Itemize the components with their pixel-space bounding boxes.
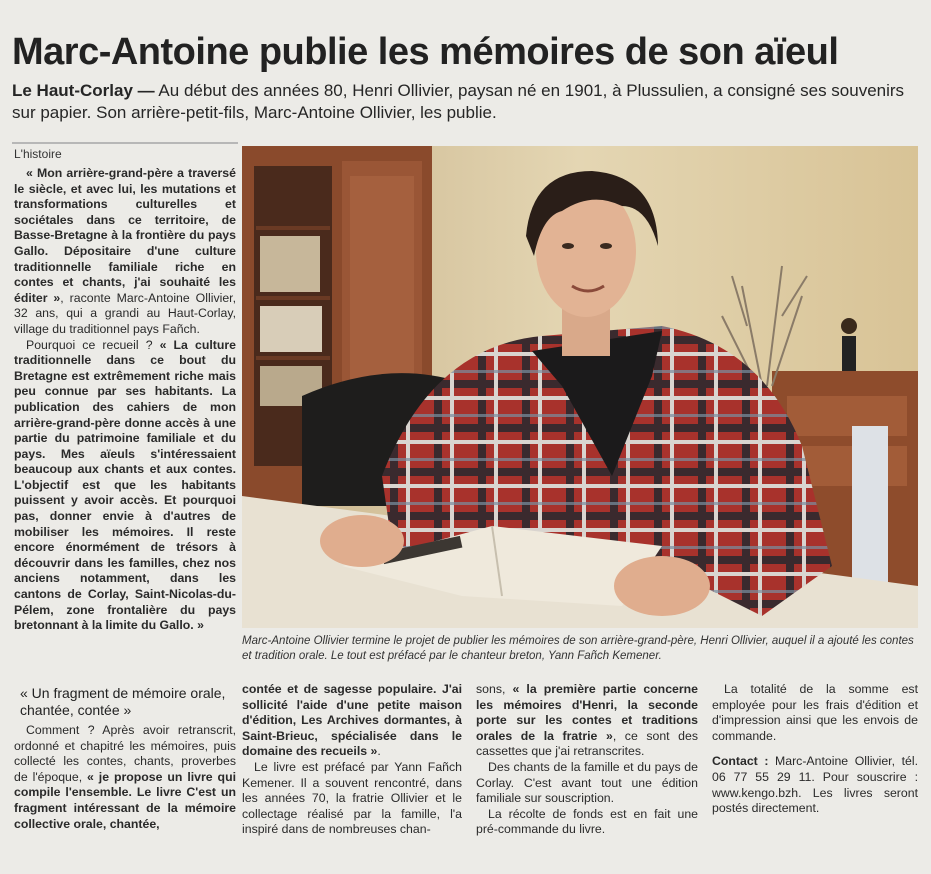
paragraph — [14, 166, 236, 338]
text: . — [377, 744, 381, 759]
quote-bold: « la première partie concerne les mémoires d'Henri, la seconde porte sur les contes et traditions orales de la fratrie » — [476, 682, 698, 743]
chapeau-location: Le Haut-Corlay — — [12, 81, 155, 100]
contact-text: Marc-Antoine Ollivier, tél. 06 77 55 29 11. Pour souscrire : www.kengo.bzh. Les livres seront postés directement. — [712, 754, 918, 816]
contact-paragraph — [712, 754, 918, 816]
section-label: L'histoire — [14, 147, 62, 161]
quote-bold: « La culture traditionnelle dans ce bout du Bretagne est extrêmement riche mais peu connue par ses habitants. La publication des cahiers de mon arrière-grand-père donne accès à une partie du patrimoine familiale et du pays. Mes aïeuls s'intéressaient beaucoup aux chants et aux contes. L'objectif est que les habitants puissent y avoir accès. Et pourquoi pas, donner envie à d'autres de mobiliser les mémoires. Il reste encore énormément de trésors à découvrir dans les familles, chez nos anciens notamment, dans les cantons de Corlay, Saint-Nicolas-du-Pélem, zone frontalière du pays bretonnant à la limite du Gallo. » — [14, 337, 236, 633]
column-2 — [242, 682, 462, 852]
text: , raconte Marc-Antoine Ollivier, 32 ans, qui a grandi au Haut-Corlay, village du traditionnel pays Fañch. — [14, 290, 236, 336]
quote-bold: contée et de sagesse populaire. J'ai sollicité l'aide d'une petite maison d'édition, Les Archives dormantes, à Saint-Brieuc, spécialisée dans le domaine des recueils » — [242, 682, 462, 759]
text: , ce sont des cassettes que j'ai retranscrites. — [476, 728, 698, 759]
paragraph: Le livre est préfacé par Yann Fañch Kemener. Il a souvent rencontré, dans les années 70, la fratrie Ollivier et le collectage réalisé par la famille, l'a inspiré dans de nombreuses chan- — [242, 759, 462, 837]
text: Pourquoi ce recueil ? — [26, 337, 160, 352]
paragraph — [14, 338, 236, 634]
paragraph — [242, 682, 462, 760]
headline: Marc-Antoine publie les mémoires de son aïeul — [12, 31, 839, 73]
chapeau-text: Au début des années 80, Henri Ollivier, paysan né en 1901, à Plussulien, a consigné ses souvenirs sur papier. Son arrière-petit-fils, Marc-Antoine Ollivier, les publie. — [12, 81, 905, 122]
column-4 — [712, 682, 918, 852]
photo-illustration — [242, 146, 918, 628]
paragraph: La totalité de la somme est employée pour les frais d'édition et d'impression ainsi que les envois de commande. — [712, 682, 918, 743]
paragraph — [14, 723, 236, 832]
text: Comment ? Après avoir retranscrit, ordonné et chapitré les mémoires, puis collecté les contes, chants, proverbes de l'époque, — [14, 723, 236, 784]
contact-label: Contact : — [712, 754, 769, 769]
paragraph: Des chants de la famille et du pays de Corlay. C'est avant tout une édition familiale sur souscription. — [476, 759, 698, 806]
photo-caption: Marc-Antoine Ollivier termine le projet de publier les mémoires de son arrière-grand-père, Henri Ollivier, auquel il a ajouté les contes et tradition orale. Le tout est préfacé par le chanteur breton, Yann Fañch Kemener. — [242, 635, 914, 662]
quote-bold: « Mon arrière-grand-père a traversé le siècle, et avec lui, les mutations et transformations culturelles et sociétales dans ce territoire, de Basse-Bretagne à la frontière du pays Gallo. Dépositaire d'une culture traditionnelle familiale riche en contes et chants, j'ai souhaité les éditer » — [14, 166, 236, 305]
text: sons, — [476, 682, 513, 696]
column-1-continued — [14, 723, 236, 843]
chapeau — [12, 80, 917, 124]
section-rule — [12, 142, 238, 144]
subheading: « Un fragment de mémoire orale, chantée, contée » — [20, 685, 226, 718]
article-photo — [242, 146, 918, 628]
column-1 — [14, 166, 236, 676]
column-3 — [476, 682, 698, 852]
quote-bold: « je propose un livre qui compile l'ensemble. Le livre C'est un fragment intéressant de la mémoire collective orale, chantée, — [14, 769, 236, 831]
paragraph — [476, 682, 698, 760]
paragraph: La récolte de fonds est en fait une pré-commande du livre. — [476, 806, 698, 837]
